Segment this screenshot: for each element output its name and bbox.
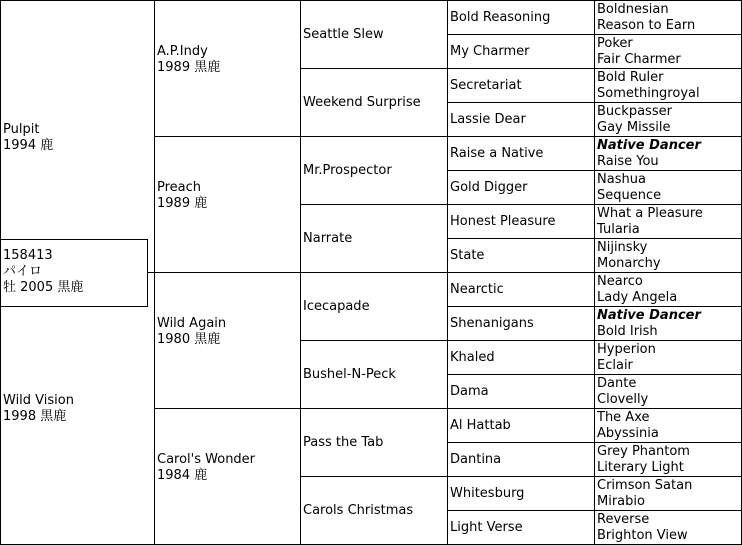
gen4-cell xyxy=(447,0,595,35)
gen4-cell xyxy=(447,272,595,307)
gen4-cell xyxy=(447,510,595,545)
gen4-name: Khaled xyxy=(450,350,495,365)
gen3-name: Weekend Surprise xyxy=(303,95,421,110)
gen2-cell xyxy=(154,408,301,545)
gen4-name: Shenanigans xyxy=(450,316,534,331)
gen5-name: Bold Irish xyxy=(597,324,658,339)
gen4-cell xyxy=(447,34,595,69)
gen5-cell xyxy=(594,442,742,477)
sire-year-color: 1994 鹿 xyxy=(3,138,54,153)
gen4-name: Secretariat xyxy=(450,78,522,93)
gen4-name: Light Verse xyxy=(450,520,523,535)
gen5-name: Buckpasser xyxy=(597,104,672,119)
gen3-name: Narrate xyxy=(303,231,353,246)
gen5-name: Monarchy xyxy=(597,256,661,271)
gen5-cell xyxy=(594,170,742,205)
gen2-name: A.P.Indy xyxy=(157,44,208,59)
gen5-name: What a Pleasure xyxy=(597,206,703,221)
gen5-cell xyxy=(594,476,742,511)
gen5-name: Lady Angela xyxy=(597,290,678,305)
gen5-cell xyxy=(594,510,742,545)
subject-sex-year-color: 牡 2005 黒鹿 xyxy=(3,280,84,295)
gen3-cell xyxy=(300,136,448,205)
gen5-cell xyxy=(594,0,742,35)
gen3-name: Icecapade xyxy=(303,299,370,314)
gen5-name: Clovelly xyxy=(597,392,649,407)
gen5-name: The Axe xyxy=(597,410,650,425)
gen2-name: Wild Again xyxy=(157,316,227,331)
gen5-name: Gay Missile xyxy=(597,120,671,135)
sire-name: Pulpit xyxy=(3,122,40,137)
gen2-year-color: 1989 鹿 xyxy=(157,196,208,211)
gen3-cell xyxy=(300,272,448,341)
gen4-name: My Charmer xyxy=(450,44,530,59)
gen5-name: Reason to Earn xyxy=(597,18,696,33)
gen4-name: Whitesburg xyxy=(450,486,525,501)
gen4-cell xyxy=(447,102,595,137)
gen5-name: Sequence xyxy=(597,188,662,203)
gen4-cell xyxy=(447,306,595,341)
gen3-name: Carols Christmas xyxy=(303,503,414,518)
gen5-name: Boldnesian xyxy=(597,2,669,17)
gen5-name: Fair Charmer xyxy=(597,52,681,67)
gen5-cell xyxy=(594,136,742,171)
gen5-name: Abyssinia xyxy=(597,426,659,441)
gen5-name: Poker xyxy=(597,36,633,51)
gen5-name: Grey Phantom xyxy=(597,444,690,459)
gen5-cell xyxy=(594,272,742,307)
gen4-cell xyxy=(447,476,595,511)
gen2-year-color: 1980 黒鹿 xyxy=(157,332,221,347)
gen5-cell xyxy=(594,34,742,69)
gen4-cell xyxy=(447,136,595,171)
gen2-cell xyxy=(154,272,301,409)
gen5-name-emphasized: Native Dancer xyxy=(597,138,701,153)
gen5-name: Nashua xyxy=(597,172,646,187)
gen5-cell xyxy=(594,68,742,103)
gen5-name: Literary Light xyxy=(597,460,684,475)
gen3-cell xyxy=(300,204,448,273)
gen5-name: Nijinsky xyxy=(597,240,648,255)
gen5-name: Brighton View xyxy=(597,528,688,543)
gen2-name: Carol's Wonder xyxy=(157,452,256,467)
gen5-name-emphasized: Native Dancer xyxy=(597,308,701,323)
gen3-name: Pass the Tab xyxy=(303,435,384,450)
gen4-name: Gold Digger xyxy=(450,180,528,195)
gen4-name: Nearctic xyxy=(450,282,504,297)
gen2-cell xyxy=(154,0,301,137)
gen3-cell xyxy=(300,0,448,69)
gen5-cell xyxy=(594,408,742,443)
subject-name: パイロ xyxy=(3,264,43,279)
gen5-cell xyxy=(594,102,742,137)
gen5-name: Mirabio xyxy=(597,494,645,509)
gen2-year-color: 1984 鹿 xyxy=(157,468,208,483)
gen4-cell xyxy=(447,408,595,443)
gen3-name: Seattle Slew xyxy=(303,27,384,42)
subject-cell xyxy=(0,239,148,307)
gen5-name: Reverse xyxy=(597,512,650,527)
gen5-name: Crimson Satan xyxy=(597,478,693,493)
dam-year-color: 1998 黒鹿 xyxy=(3,409,67,424)
gen4-cell xyxy=(447,68,595,103)
gen4-cell xyxy=(447,238,595,273)
gen4-cell xyxy=(447,374,595,409)
gen3-name: Mr.Prospector xyxy=(303,163,392,178)
gen4-name: Dantina xyxy=(450,452,502,467)
gen5-name: Somethingroyal xyxy=(597,86,700,101)
gen4-name: Raise a Native xyxy=(450,146,544,161)
gen4-name: Honest Pleasure xyxy=(450,214,556,229)
gen3-cell xyxy=(300,68,448,137)
gen5-name: Dante xyxy=(597,376,637,391)
gen4-cell xyxy=(447,340,595,375)
gen3-name: Bushel-N-Peck xyxy=(303,367,396,382)
gen5-name: Eclair xyxy=(597,358,633,373)
gen2-name: Preach xyxy=(157,180,202,195)
gen3-cell xyxy=(300,476,448,545)
subject-id: 158413 xyxy=(3,248,53,263)
gen5-cell xyxy=(594,238,742,273)
gen4-cell xyxy=(447,204,595,239)
gen4-name: Dama xyxy=(450,384,489,399)
gen4-name: Al Hattab xyxy=(450,418,511,433)
gen4-cell xyxy=(447,170,595,205)
gen5-cell xyxy=(594,340,742,375)
gen3-cell xyxy=(300,408,448,477)
gen4-name: Bold Reasoning xyxy=(450,10,551,25)
gen5-cell xyxy=(594,374,742,409)
gen4-cell xyxy=(447,442,595,477)
gen3-cell xyxy=(300,340,448,409)
gen4-name: State xyxy=(450,248,485,263)
gen4-name: Lassie Dear xyxy=(450,112,526,127)
dam-name: Wild Vision xyxy=(3,393,74,408)
gen5-cell xyxy=(594,204,742,239)
gen2-year-color: 1989 黒鹿 xyxy=(157,60,221,75)
dam-cell xyxy=(0,272,155,545)
gen5-name: Tularia xyxy=(597,222,640,237)
gen2-cell xyxy=(154,136,301,273)
gen5-name: Bold Ruler xyxy=(597,70,664,85)
gen5-name: Nearco xyxy=(597,274,643,289)
sire-cell xyxy=(0,0,155,273)
gen5-name: Hyperion xyxy=(597,342,656,357)
gen5-cell xyxy=(594,306,742,341)
gen5-name: Raise You xyxy=(597,154,659,169)
